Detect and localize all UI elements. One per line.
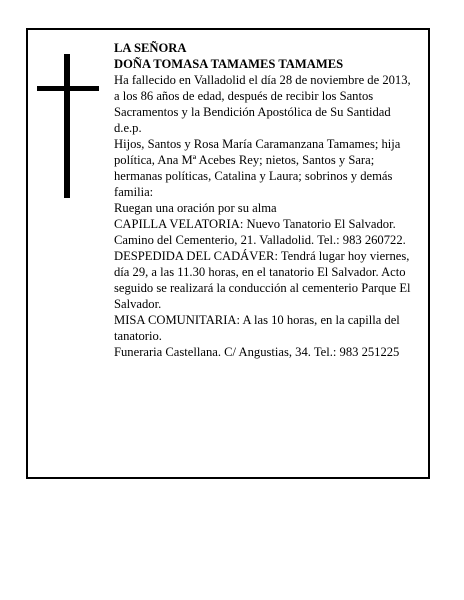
rip-abbreviation: d.e.p. [114,121,142,135]
cross-vertical-bar [64,54,70,198]
chapel-info: CAPILLA VELATORIA: Nuevo Tanatorio El Salvador. Camino del Cementerio, 21. Valladolid. Tel.: 983 260722. [114,217,406,247]
family-list: Hijos, Santos y Rosa María Caramanzana Tamames; hija política, Ana Mª Acebes Rey; nietos, Santos y Sara; hermanas políticas, Catalina y Laura; sobrinos y demás familia: [114,137,401,199]
funeral-home-info: Funeraria Castellana. C/ Angustias, 34. Tel.: 983 251225 [114,345,400,359]
deceased-name: DOÑA TOMASA TAMAMES TAMAMES [114,57,344,71]
cross-icon [37,54,99,198]
honorific: LA SEÑORA [114,41,187,55]
mass-info: MISA COMUNITARIA: A las 10 horas, en la capilla del tanatorio. [114,313,400,343]
death-announcement: Ha fallecido en Valladolid el día 28 de noviembre de 2013, a los 86 años de edad, después de recibir los Santos Sacramentos y la Bendición Apostólica de Su Santidad [114,73,411,119]
farewell-info: DESPEDIDA DEL CADÁVER: Tendrá lugar hoy viernes, día 29, a las 11.30 horas, en el tanatorio El Salvador. Acto seguido se realizará la conducción al cementerio Parque El Salvador. [114,249,411,311]
cross-horizontal-bar [37,86,99,91]
prayer-request: Ruegan una oración por su alma [114,201,277,215]
obituary-text [114,40,414,360]
